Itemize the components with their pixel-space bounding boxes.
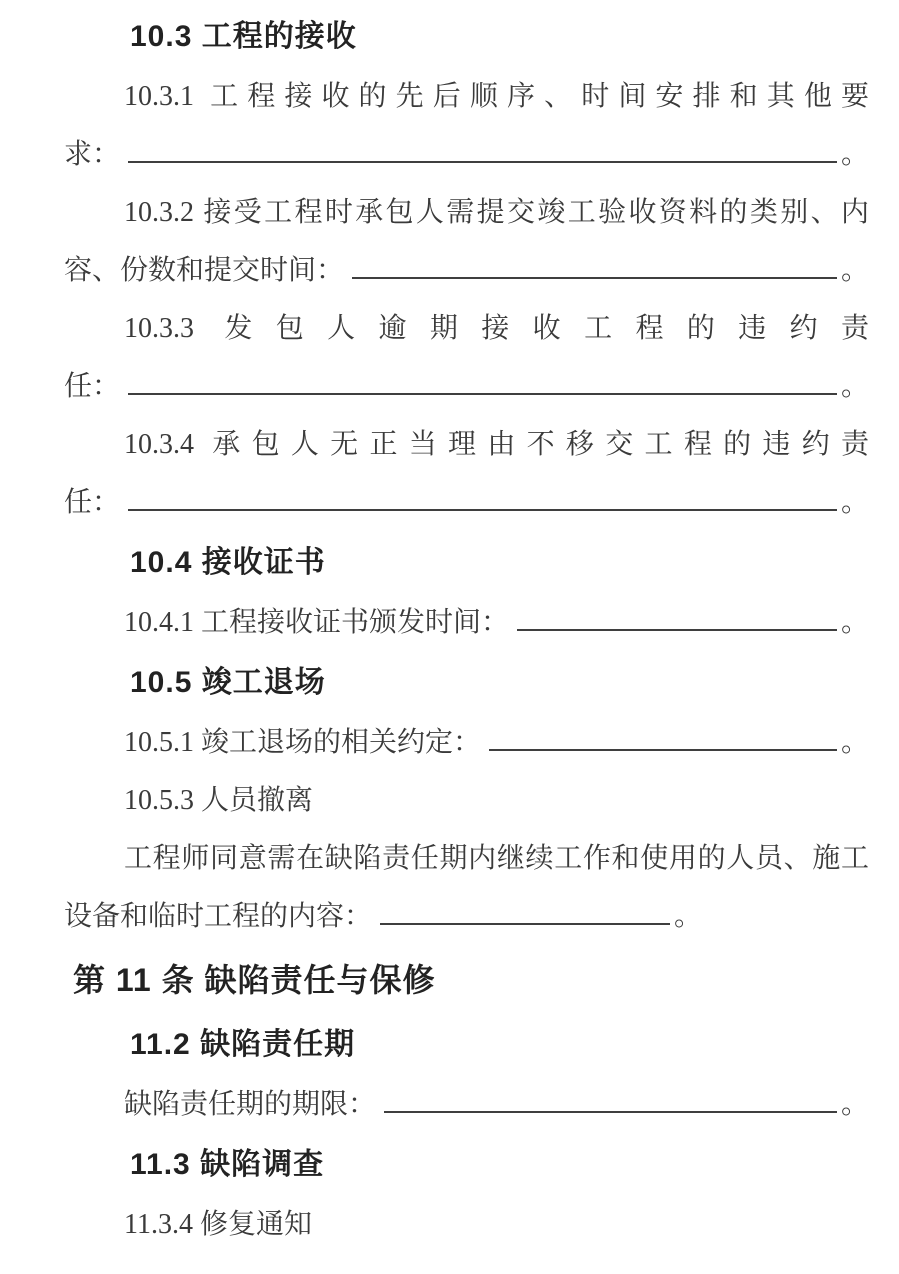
fullstop-punct: 。 xyxy=(840,607,869,638)
section-heading: 10.5 竣工退场 xyxy=(130,666,326,699)
fill-in-label: 任： xyxy=(64,487,121,518)
blank-underline xyxy=(517,624,837,631)
blank-underline xyxy=(384,1106,837,1113)
fill-in-line xyxy=(64,126,869,184)
paragraph-line: 10.3.1 工程接收的先后顺序、时间安排和其他要 xyxy=(124,81,869,112)
fill-in-line xyxy=(64,242,869,300)
section-heading: 10.3 工程的接收 xyxy=(130,20,357,53)
blank-underline xyxy=(380,918,670,925)
blank-underline xyxy=(128,504,837,511)
fullstop-punct: 。 xyxy=(840,371,869,402)
chapter-heading: 第 11 条 缺陷责任与保修 xyxy=(73,962,436,998)
section-heading: 11.3 缺陷调查 xyxy=(130,1148,325,1181)
paragraph-line: 工程师同意需在缺陷责任期内继续工作和使用的人员、施工 xyxy=(124,843,869,874)
section-heading: 10.4 接收证书 xyxy=(130,546,326,579)
fill-in-label: 10.5.1 竣工退场的相关约定： xyxy=(124,727,482,758)
fill-in-line xyxy=(64,474,869,532)
fullstop-punct: 。 xyxy=(840,487,869,518)
paragraph-line: 10.3.4 承包人无正当理由不移交工程的违约责 xyxy=(124,429,869,460)
fill-in-label: 设备和临时工程的内容： xyxy=(64,901,373,932)
blank-underline xyxy=(489,744,837,751)
fill-in-label: 容、份数和提交时间： xyxy=(64,255,345,286)
paragraph-line: 10.5.3 人员撤离 xyxy=(124,785,314,816)
fill-in-label: 任： xyxy=(64,371,121,402)
blank-underline xyxy=(128,156,837,163)
fill-in-line xyxy=(64,1076,869,1134)
fullstop-punct: 。 xyxy=(840,1089,869,1120)
fill-in-line xyxy=(64,714,869,772)
blank-underline xyxy=(128,388,837,395)
section-heading: 11.2 缺陷责任期 xyxy=(130,1028,356,1061)
paragraph-line: 10.3.3 发包人逾期接收工程的违约责 xyxy=(124,313,869,344)
fullstop-punct: 。 xyxy=(840,255,869,286)
fullstop-punct: 。 xyxy=(674,901,703,932)
fullstop-punct: 。 xyxy=(840,727,869,758)
fill-in-line xyxy=(64,888,869,946)
fill-in-label: 求： xyxy=(64,139,121,170)
fill-in-line xyxy=(64,358,869,416)
fill-in-label: 缺陷责任期的期限： xyxy=(124,1089,377,1120)
fill-in-label: 10.4.1 工程接收证书颁发时间： xyxy=(124,607,510,638)
blank-underline xyxy=(352,272,837,279)
fill-in-line xyxy=(64,594,869,652)
paragraph-line: 10.3.2 接受工程时承包人需提交竣工验收资料的类别、内 xyxy=(124,197,869,228)
fullstop-punct: 。 xyxy=(840,139,869,170)
paragraph-line: 11.3.4 修复通知 xyxy=(124,1209,312,1240)
